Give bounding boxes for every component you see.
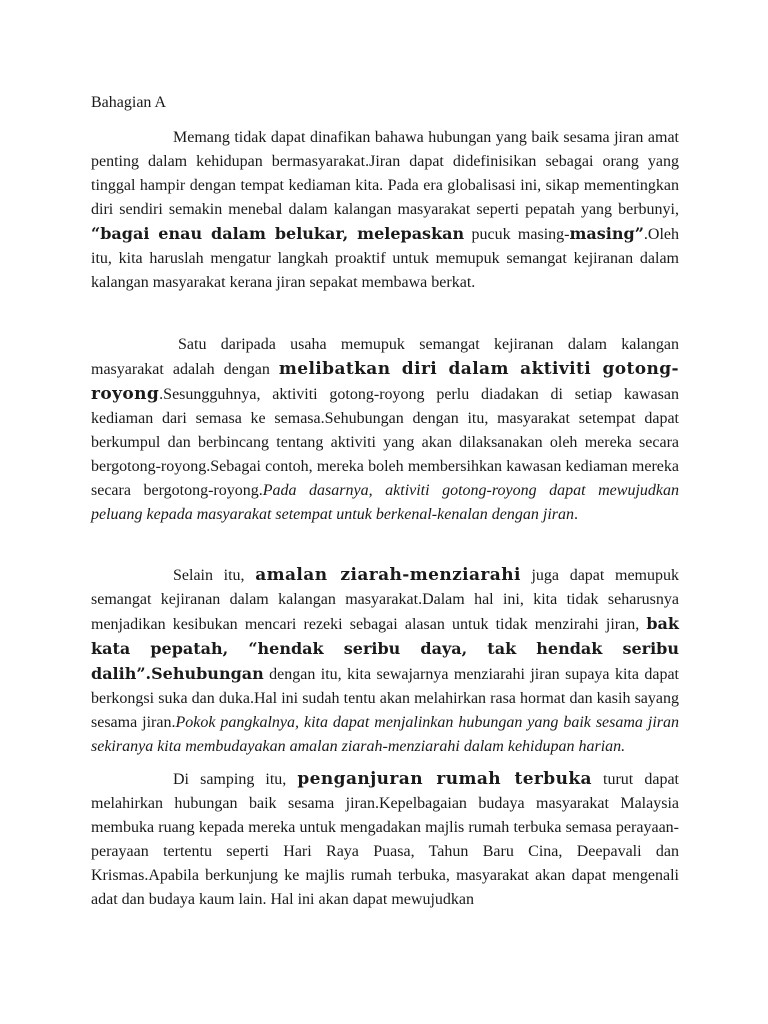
paragraph-text: Di samping itu, xyxy=(173,771,298,788)
proverb-bold: “bagai enau dalam belukar, melepaskan xyxy=(91,224,465,243)
proverb-bold: masing” xyxy=(569,224,644,243)
section-heading: Bahagian A xyxy=(91,94,167,111)
key-term-bold: penganjuran rumah terbuka xyxy=(297,769,592,789)
paragraph-rumah-terbuka xyxy=(91,767,679,912)
paragraph-text: juga dapat memupuk semangat kejiranan dalam kalangan masyarakat.Dalam hal ini, kita tidak seharusnya menjadikan kesibukan mencari rezeki sebagai alasan untuk tidak menzirahi jiran, xyxy=(91,567,679,633)
key-term-bold: amalan ziarah-menziarahi xyxy=(255,565,521,585)
key-term-bold: melibatkan diri dalam aktiviti gotong-royong xyxy=(91,359,679,404)
paragraph-text: turut dapat melahirkan hubungan baik sesama jiran.Kepelbagaian budaya masyarakat Malaysia membuka ruang kepada mereka untuk mengadakan majlis rumah terbuka semasa perayaan-perayaan tertentu seperti Hari Raya Puasa, Tahun Baru Cina, Deepavali dan Krismas.Apabila berkunjung ke majlis rumah terbuka, masyarakat akan dapat mengenali adat dan budaya kaum lain. Hal ini akan dapat mewujudkan xyxy=(91,771,679,908)
paragraph-gotong-royong xyxy=(91,333,679,527)
italic-conclusion: Pokok pangkalnya, kita dapat menjalinkan hubungan yang baik sesama jiran sekiranya kita membudayakan amalan ziarah-menziarahi dalam kehidupan harian. xyxy=(91,714,679,755)
paragraph-text: Selain itu, xyxy=(173,567,256,584)
paragraph-text: .Sesungguhnya, aktiviti gotong-royong perlu diadakan di setiap kawasan kediaman dari semasa ke semasa.Sehubungan dengan itu, masyarakat setempat dapat berkumpul dan berbincang tentang aktiviti yang akan dilaksanakan oleh mereka secara bergotong-royong.Sebagai contoh, mereka boleh membersihkan kawasan kediaman mereka secara bergotong-royong. xyxy=(91,386,679,499)
paragraph-text: Memang tidak dapat dinafikan bahawa hubungan yang baik sesama jiran amat penting dalam kehidupan bermasyarakat.Jiran dapat didefinisikan sebagai orang yang tinggal hampir dengan tempat kediaman kita. Pada era globalisasi ini, sikap mementingkan diri sendiri semakin menebal dalam kalangan masyarakat seperti pepatah yang berbunyi, xyxy=(91,129,679,218)
paragraph-introduction xyxy=(91,126,679,295)
paragraph-text: dengan itu, kita sewajarnya menziarahi jiran supaya kita dapat berkongsi suka dan duka.Hal ini sudah tentu akan melahirkan rasa hormat dan kasih sayang sesama jiran. xyxy=(91,666,679,731)
paragraph-text: pucuk masing- xyxy=(464,226,570,243)
italic-conclusion: Pada dasarnya, aktiviti gotong-royong dapat mewujudkan peluang kepada masyarakat setempat untuk berkenal-kenalan dengan jiran xyxy=(91,482,680,523)
paragraph-ziarah xyxy=(91,563,679,759)
paragraph-text: .Oleh itu, kita haruslah mengatur langkah proaktif untuk memupuk semangat kejiranan dalam kalangan masyarakat kerana jiran sepakat membawa berkat. xyxy=(91,226,679,291)
proverb-bold: bak kata pepatah, “hendak seribu daya, tak hendak seribu dalih”.Sehubungan xyxy=(91,614,679,683)
paragraph-text: Satu daripada usaha memupuk semangat kejiranan dalam kalangan masyarakat adalah dengan xyxy=(91,336,679,378)
paragraph-text: . xyxy=(574,506,578,523)
